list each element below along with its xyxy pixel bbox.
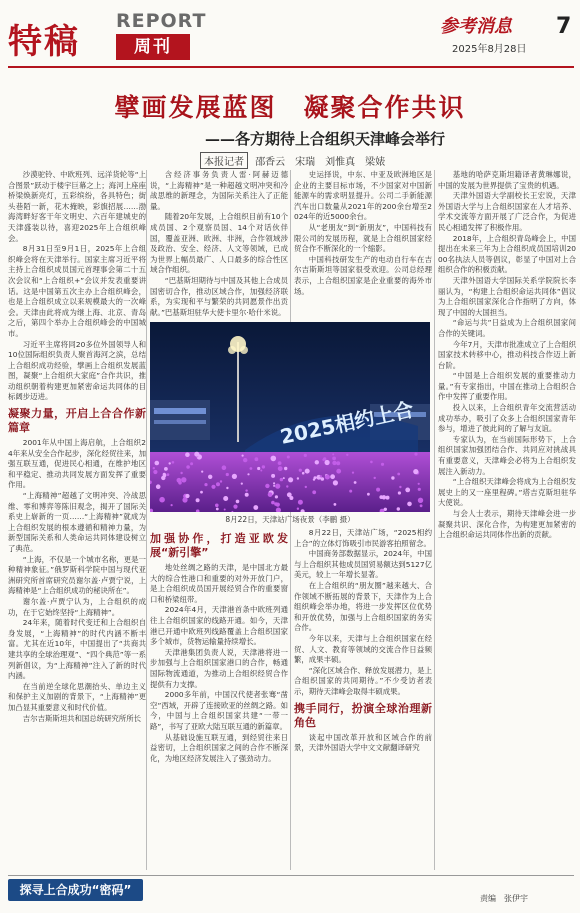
page-number: 7 xyxy=(556,14,572,39)
flower xyxy=(288,477,293,482)
paragraph: 天津外国语大学副校长王宏说，天津外国语大学与上合组织国家在人才培养、学术交流等方面开展了广泛合作，为促进民心相通发挥了积极作用。 xyxy=(438,191,576,232)
issue-date: 2025年8月28日 xyxy=(452,44,527,55)
flower xyxy=(418,483,420,485)
flower xyxy=(354,481,357,484)
flower xyxy=(223,496,228,501)
flower xyxy=(186,465,190,469)
paragraph: 与会人士表示，期待天津峰会进一步凝聚共识、深化合作，为构建更加紧密的上合组织命运共同体作出新的贡献。 xyxy=(438,509,576,540)
article-column-2-lower xyxy=(150,528,288,764)
article-column-3-lower xyxy=(294,528,432,754)
paragraph: 谢尔盖·卢贾宁认为，上合组织的成功，在于它始终坚持“上海精神”。 xyxy=(8,596,146,617)
flower xyxy=(283,477,285,479)
flower xyxy=(304,454,307,457)
flower xyxy=(298,500,303,505)
column-divider xyxy=(434,170,435,870)
flower xyxy=(391,476,394,479)
flower xyxy=(381,463,384,466)
flower xyxy=(414,453,417,456)
flower xyxy=(216,508,219,511)
section-title-en: REPORT xyxy=(116,10,207,32)
byline-tag: 本报记者 xyxy=(200,152,248,169)
flower xyxy=(413,469,418,474)
flower xyxy=(405,488,410,493)
section-heading: 携手同行，扮演全球治理新角色 xyxy=(294,701,432,729)
paragraph: 在上合组织的“朋友圈”越来越大、合作领域不断拓展的背景下，天津作为上合组织峰会举办地，将进一步发挥区位优势和开放优势，加强与上合组织国家的务实合作。 xyxy=(294,580,432,633)
paragraph: 史运择说，中东、中亚及欧洲地区是企业的主要目标市场，不少国家对中国新能源车的需求明显提升。公司二手新能源汽车出口数量从2021年的200余台增至2024年的近5000余台。 xyxy=(294,170,432,222)
paragraph: 8月22日，天津站广场，“2025相约上合”的立体灯饰吸引市民游客拍照留念。 xyxy=(294,528,432,548)
flower xyxy=(250,467,253,470)
flower xyxy=(397,473,400,476)
paragraph: 2018年，上合组织青岛峰会上，中国提出在未来三年为上合组织成员国培训2000名执法人员等倡议，彰显了中国对上合组织合作的积极贡献。 xyxy=(438,233,576,275)
paragraph: “上海，不仅是一个城市名称，更是一种精神象征。”俄罗斯科学院中国与现代亚洲研究所首席研究员谢尔盖·卢贾宁说，上海精神是“上合组织成功的秘诀所在”。 xyxy=(8,554,146,596)
flower xyxy=(204,483,207,486)
flower xyxy=(397,507,400,510)
paragraph: 2001年从中国上海启航，上合组织24年来从安全合作起步，深化经贸往来，加强互联互通，促进民心相通，在维护地区和平稳定、推动共同发展方面发挥了重要作用。 xyxy=(8,438,146,490)
flower xyxy=(215,504,219,508)
flower xyxy=(200,491,203,494)
flower xyxy=(247,473,249,475)
flower xyxy=(169,462,171,464)
flower xyxy=(243,458,247,462)
flower xyxy=(333,480,338,485)
flower xyxy=(260,470,262,472)
flower xyxy=(289,496,293,500)
flower xyxy=(177,478,182,483)
flower xyxy=(313,478,315,480)
section-heading: 加强协作，打造亚欧发展“新引擎” xyxy=(150,532,288,559)
paragraph: 今年7月，天津市批准成立了上合组织国家技术转移中心，推动科技合作迈上新台阶。 xyxy=(438,339,576,370)
paragraph: 从“老朋友”到“新朋友”，中国科技有限公司的发展历程，就是上合组织国家经贸合作不断深化的一个缩影。 xyxy=(294,222,432,254)
flower xyxy=(325,475,330,480)
flower xyxy=(420,504,423,507)
flower xyxy=(245,493,249,497)
flower xyxy=(286,485,288,487)
flower xyxy=(297,508,299,510)
news-photo xyxy=(150,322,430,512)
paragraph: “深化区域合作、释放发展潜力，是上合组织国家的共同期待。”不少受访者表示，期待天津峰会取得丰硕成果。 xyxy=(294,665,432,696)
paragraph: 地处丝绸之路的天津，是中国北方最大的综合性港口和重要的对外开放门户，是上合组织成员国开展经贸合作的重要窗口和桥梁纽带。 xyxy=(150,563,288,604)
flower xyxy=(271,456,277,462)
flower xyxy=(334,503,337,506)
paragraph: 天津外国语大学国际关系学院院长李丽认为，“构建上合组织命运共同体”倡议为上合组织国家深化合作指明了方向，体现了中国的大国担当。 xyxy=(438,275,576,317)
masthead-rule xyxy=(8,66,574,68)
flower xyxy=(181,477,186,482)
sidebar-box-title: 探寻上合成功“密码” xyxy=(8,879,143,901)
paragraph: 2000多年前，中国汉代使者张骞“凿空”西域，开辟了连接欧亚的丝绸之路。如今，中国与上合组织国家共建“一带一路”，书写了亚欧大陆互联互通的新篇章。 xyxy=(150,690,288,731)
weekly-badge: 周刊 xyxy=(116,34,190,60)
flower xyxy=(305,469,310,474)
bottom-rule xyxy=(8,875,574,876)
flower xyxy=(275,495,278,498)
flower xyxy=(399,486,401,488)
paragraph: 8月31日至9月1日，2025年上合组织峰会将在天津举行。国家主席习近平将主持上合组织成员国元首理事会第二十五次会议和“上合组织+”会议并发表重要讲话。这是中国第五次主办上合组织峰会，也是上合组织成立以来规模最大的一次峰会。天津由此将成为继上海、北京、青岛之后，第四个举办上合组织峰会的中国城市。 xyxy=(8,244,146,338)
flower xyxy=(330,474,335,479)
flower xyxy=(349,490,352,493)
flower xyxy=(208,475,212,479)
flower xyxy=(273,482,275,484)
flower xyxy=(280,478,283,481)
flower xyxy=(224,509,226,511)
flower xyxy=(367,493,370,496)
flower xyxy=(346,454,348,456)
flower xyxy=(418,498,423,503)
flower xyxy=(370,461,373,464)
flower xyxy=(242,455,244,457)
flower xyxy=(384,508,387,511)
flower xyxy=(322,459,324,461)
flower xyxy=(305,486,307,488)
flower xyxy=(156,484,161,489)
flower xyxy=(312,490,316,494)
flower xyxy=(226,473,229,476)
flower xyxy=(273,485,275,487)
flower xyxy=(190,462,193,465)
flower xyxy=(194,452,199,457)
sign-text: 2025相约上合 xyxy=(278,397,416,449)
paragraph: 今年以来，天津与上合组织国家在经贸、人文、教育等领域的交流合作日益频繁，成果丰硕。 xyxy=(294,633,432,665)
paragraph: 从基础设施互联互通，到经贸往来日益密切，上合组织国家之间的合作不断深化，为地区经济发展注入了强劲动力。 xyxy=(150,732,288,763)
flower xyxy=(153,467,155,469)
photo-scene xyxy=(150,322,430,512)
flower xyxy=(376,488,380,492)
flower xyxy=(302,472,305,475)
flower xyxy=(255,457,259,461)
flower xyxy=(287,456,290,459)
flower xyxy=(180,472,182,474)
article-column-1 xyxy=(8,170,146,724)
flower xyxy=(271,501,275,505)
flower xyxy=(164,467,168,471)
editor-credit: 责编 张伊宇 xyxy=(480,894,528,903)
flower xyxy=(374,477,376,479)
flower xyxy=(321,477,325,481)
article-column-2 xyxy=(150,170,288,318)
paragraph: 基地的哈萨克斯坦籍译者黄琳娜说，中国的发展为世界提供了宝贵的机遇。 xyxy=(438,170,576,190)
flower xyxy=(315,460,319,464)
paragraph: 中国商务部数据显示，2024年，中国与上合组织其他成员国贸易额达到5127亿美元，较上一年增长显著。 xyxy=(294,549,432,580)
flower xyxy=(216,482,220,486)
flower xyxy=(299,469,302,472)
flower xyxy=(320,475,322,477)
flower xyxy=(275,484,280,489)
section-title: 特稿 xyxy=(8,22,80,62)
flower xyxy=(159,497,165,503)
flower xyxy=(153,470,157,474)
flower xyxy=(332,461,336,465)
flower xyxy=(257,467,260,470)
paragraph: “巴基斯坦期待与中国及其他上合成员国密切合作，推动区域合作，加强经济联系，为实现和平与繁荣的共同愿景作出贡献。”巴基斯坦驻华大使卡里尔·哈什米说。 xyxy=(150,275,288,317)
flower xyxy=(171,504,173,506)
flower xyxy=(201,471,203,473)
paragraph: 谈起中国改革开放和区域合作的前景，天津外国语大学中文文献翻译研究 xyxy=(294,732,432,753)
flower xyxy=(352,472,354,474)
flower xyxy=(185,452,190,457)
flower xyxy=(211,485,215,489)
flower xyxy=(382,495,386,499)
subheadline: ——各方期待上合组织天津峰会举行 xyxy=(204,130,445,148)
flower xyxy=(297,477,299,479)
flower xyxy=(155,461,160,466)
paragraph: 含经济事务负责人雷·阿赫迈德说，“上海精神”是一种超越文明冲突和冷战思维的新理念，为国际关系注入了正能量。 xyxy=(150,170,288,211)
flower xyxy=(172,461,175,464)
flower xyxy=(222,465,227,470)
headline: 擘画发展蓝图 凝聚合作共识 xyxy=(114,93,466,122)
flower xyxy=(336,469,341,474)
flower xyxy=(268,492,273,497)
paragraph: 吉尔吉斯斯坦共和国总统研究所所长 xyxy=(22,713,142,723)
paragraph: “上海精神”超越了文明冲突、冷战思维、零和博弈等陈旧观念，揭开了国际关系史上崭新的一页……“上海精神”就成为上合组织发展的根本遵循和精神力量，为新型国际关系和人类命运共同体建设树立了典范。 xyxy=(8,491,146,553)
flower xyxy=(325,460,330,465)
article-column-4 xyxy=(438,170,576,541)
byline xyxy=(200,152,385,169)
flower xyxy=(278,466,283,471)
paragraph: 2024年4月，天津港首条中欧班列通往上合组织国家的线路开通。如今，天津港已开通中欧班列线路覆盖上合组织国家多个城市，货物运输量持续增长。 xyxy=(150,605,288,647)
flower xyxy=(271,474,275,478)
flower xyxy=(185,494,189,498)
paragraph: 24年来，随着时代变迁和上合组织自身发展，“上海精神”的时代内涵不断丰富。尤其在近10年，中国提出了“共商共建共享的全球治理观”、“四个典范”等一系列新倡议，为“上海精神”注入了新的时代内涵。 xyxy=(8,618,146,681)
flower xyxy=(226,487,228,489)
flower xyxy=(407,502,412,507)
flower xyxy=(332,457,336,461)
masthead xyxy=(0,0,580,66)
flower xyxy=(265,484,269,488)
paragraph: 中国科技研发生产的电动自行车在吉尔吉斯斯坦等国家很受欢迎。公司总经理表示，上合组织国家是企业重要的海外市场。 xyxy=(294,254,432,296)
flower xyxy=(167,473,170,476)
flower xyxy=(232,474,237,479)
paragraph: 随着20年发展，上合组织目前有10个成员国、2个观察员国、14个对话伙伴国，覆盖亚洲、欧洲、非洲，合作领域涉及政治、安全、经济、人文等领域，已成为世界上幅员最广、人口最多的综合性区域合作组织。 xyxy=(150,212,288,275)
paragraph: 天津港集团负责人说，天津港将进一步加强与上合组织国家港口的合作，畅通国际物流通道，为推动上合组织经贸合作提供有力支撑。 xyxy=(150,647,288,689)
byline-names: 邵香云 宋瑞 刘惟真 梁婊 xyxy=(255,157,386,168)
flower xyxy=(398,491,401,494)
article-column-3 xyxy=(294,170,432,297)
column-divider xyxy=(146,170,147,870)
flower xyxy=(262,465,265,468)
paragraph: 专家认为，在当前国际形势下，上合组织国家加强团结合作、共同应对挑战具有重要意义，天津峰会必将为上合组织发展注入新动力。 xyxy=(438,434,576,476)
flower xyxy=(245,489,247,491)
flower xyxy=(274,502,278,506)
flower xyxy=(233,505,237,509)
flower xyxy=(332,453,334,455)
photo-caption: 8月22日，天津站广场夜景（李鹏 摄） xyxy=(225,515,355,524)
paragraph: “中国是上合组织发展的重要推动力量。”有专家指出，中国在推动上合组织合作中发挥了重要作用。 xyxy=(438,371,576,402)
flower xyxy=(386,496,390,500)
newspaper-logo: 参考消息 xyxy=(440,16,512,37)
flower xyxy=(196,498,200,502)
flower xyxy=(220,480,222,482)
flower xyxy=(336,461,340,465)
paragraph: 在当前逆全球化思潮抬头、单边主义和保护主义加剧的背景下，“上海精神”更加凸显其重要意义和时代价值。 xyxy=(8,681,146,712)
flower xyxy=(241,483,243,485)
flower xyxy=(253,505,258,510)
flower xyxy=(284,467,287,470)
paragraph: 习近平主席将同20多位外国领导人和10位国际组织负责人聚首海河之滨，总结上合组织成功经验，擘画上合组织发展蓝图，凝聚“上合组织大家庭”合作共识，推动组织朝着构建更加紧密命运共同体的目标阔步迈进。 xyxy=(8,339,146,402)
flower xyxy=(278,461,282,465)
flower xyxy=(163,473,166,476)
paragraph: 投入以来，上合组织青年交流营活动成功举办，吸引了众多上合组织国家青年参与，增进了彼此间的了解与友谊。 xyxy=(438,403,576,434)
paragraph: “上合组织天津峰会将成为上合组织发展史上的又一座里程碑。”塔吉克斯坦驻华大使说。 xyxy=(438,477,576,508)
section-heading: 凝聚力量，开启上合合作新篇章 xyxy=(8,407,146,435)
paragraph: 沙漠驼铃、中欧班列、远洋货轮等“上合图景”跃动于楼宇巨幕之上；海河上座座桥梁焕新亮灯，五彩缤纷，各具特色；街头巷陌一新，花木掩映，彩旗招展……渤海湾畔好客干年文明史、六百年建城史的天津盛装以待，喜迎2025年上合组织峰会。 xyxy=(8,170,146,243)
flower xyxy=(236,500,240,504)
flower xyxy=(418,488,421,491)
paragraph: “命运与共”日益成为上合组织国家间合作的关键词。 xyxy=(438,318,576,338)
